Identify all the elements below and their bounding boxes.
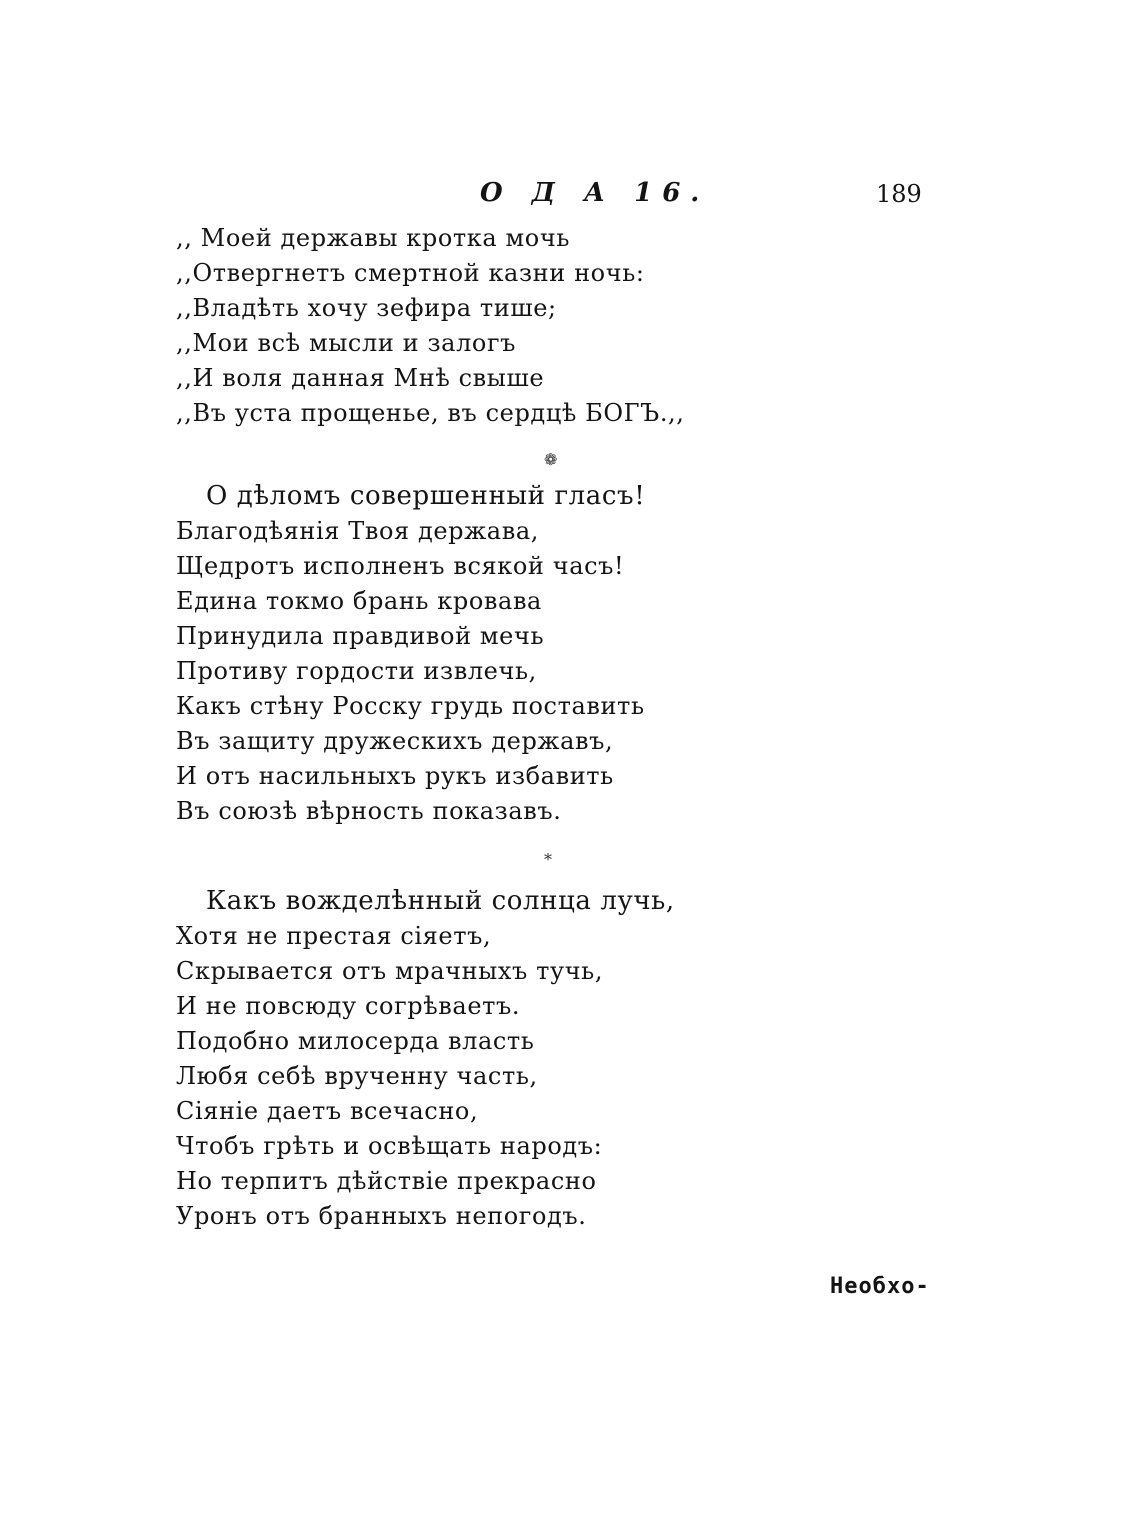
verse-line: Подобно милосерда власть — [176, 1027, 535, 1055]
stanza-3 — [176, 884, 736, 1234]
verse-line: Уронъ отъ бранныхъ непогодъ. — [176, 1202, 587, 1230]
verse-line: Щедротъ исполненъ всякой часъ! — [176, 552, 625, 580]
running-head: О Д А 16. — [480, 178, 710, 208]
verse-line: Любя себѣ врученну часть, — [176, 1062, 538, 1090]
verse-line: Едина токмо брань кровава — [176, 587, 542, 615]
verse-line: ,,И воля данная Мнѣ свыше — [176, 364, 545, 392]
verse-line: Какъ стѣну Росску грудь поставить — [176, 692, 645, 720]
verse-line: И отъ насильныхъ рукъ избавить — [176, 762, 614, 790]
verse-line: Но терпитъ дѣйствіе прекрасно — [176, 1167, 597, 1195]
catchword: Необхо- — [830, 1274, 930, 1299]
verse-line: О дѣломъ совершенный гласъ! — [206, 481, 646, 511]
verse-line: Чтобъ грѣть и освѣщать народъ: — [176, 1132, 603, 1160]
verse-line: И не повсюду согрѣваетъ. — [176, 992, 521, 1020]
verse-line: ,,Мои всѣ мысли и залогъ — [176, 329, 517, 357]
stanza-ornament: * — [544, 850, 552, 869]
verse-line: Скрывается отъ мрачныхъ тучь, — [176, 957, 604, 985]
verse-line: ,,Въ уста прощенье, въ сердцѣ БОГЪ.,, — [176, 399, 685, 427]
verse-line: Въ защиту дружескихъ державъ, — [176, 727, 614, 755]
stanza-ornament: ❁ — [544, 450, 558, 469]
verse-line: Благодѣянія Твоя держава, — [176, 517, 539, 545]
page-number: 189 — [876, 180, 922, 208]
verse-line: Сіяніе даетъ всечасно, — [176, 1097, 479, 1125]
verse-line: Принудила правдивой мечь — [176, 622, 545, 650]
verse-line: ,,Владѣть хочу зефира тише; — [176, 294, 557, 322]
verse-line: Противу гордости извлечь, — [176, 657, 537, 685]
verse-line: ,,Отвергнетъ смертной казни ночь: — [176, 259, 645, 287]
verse-line: Въ союзѣ вѣрность показавъ. — [176, 797, 562, 825]
stanza-2 — [176, 479, 736, 829]
stanza-1 — [176, 221, 736, 431]
verse-line: Какъ вожделѣнный солнца лучь, — [206, 886, 675, 916]
verse-line: ,, Моей державы кротка мочь — [176, 224, 570, 252]
verse-line: Хотя не престая сіяетъ, — [176, 922, 492, 950]
